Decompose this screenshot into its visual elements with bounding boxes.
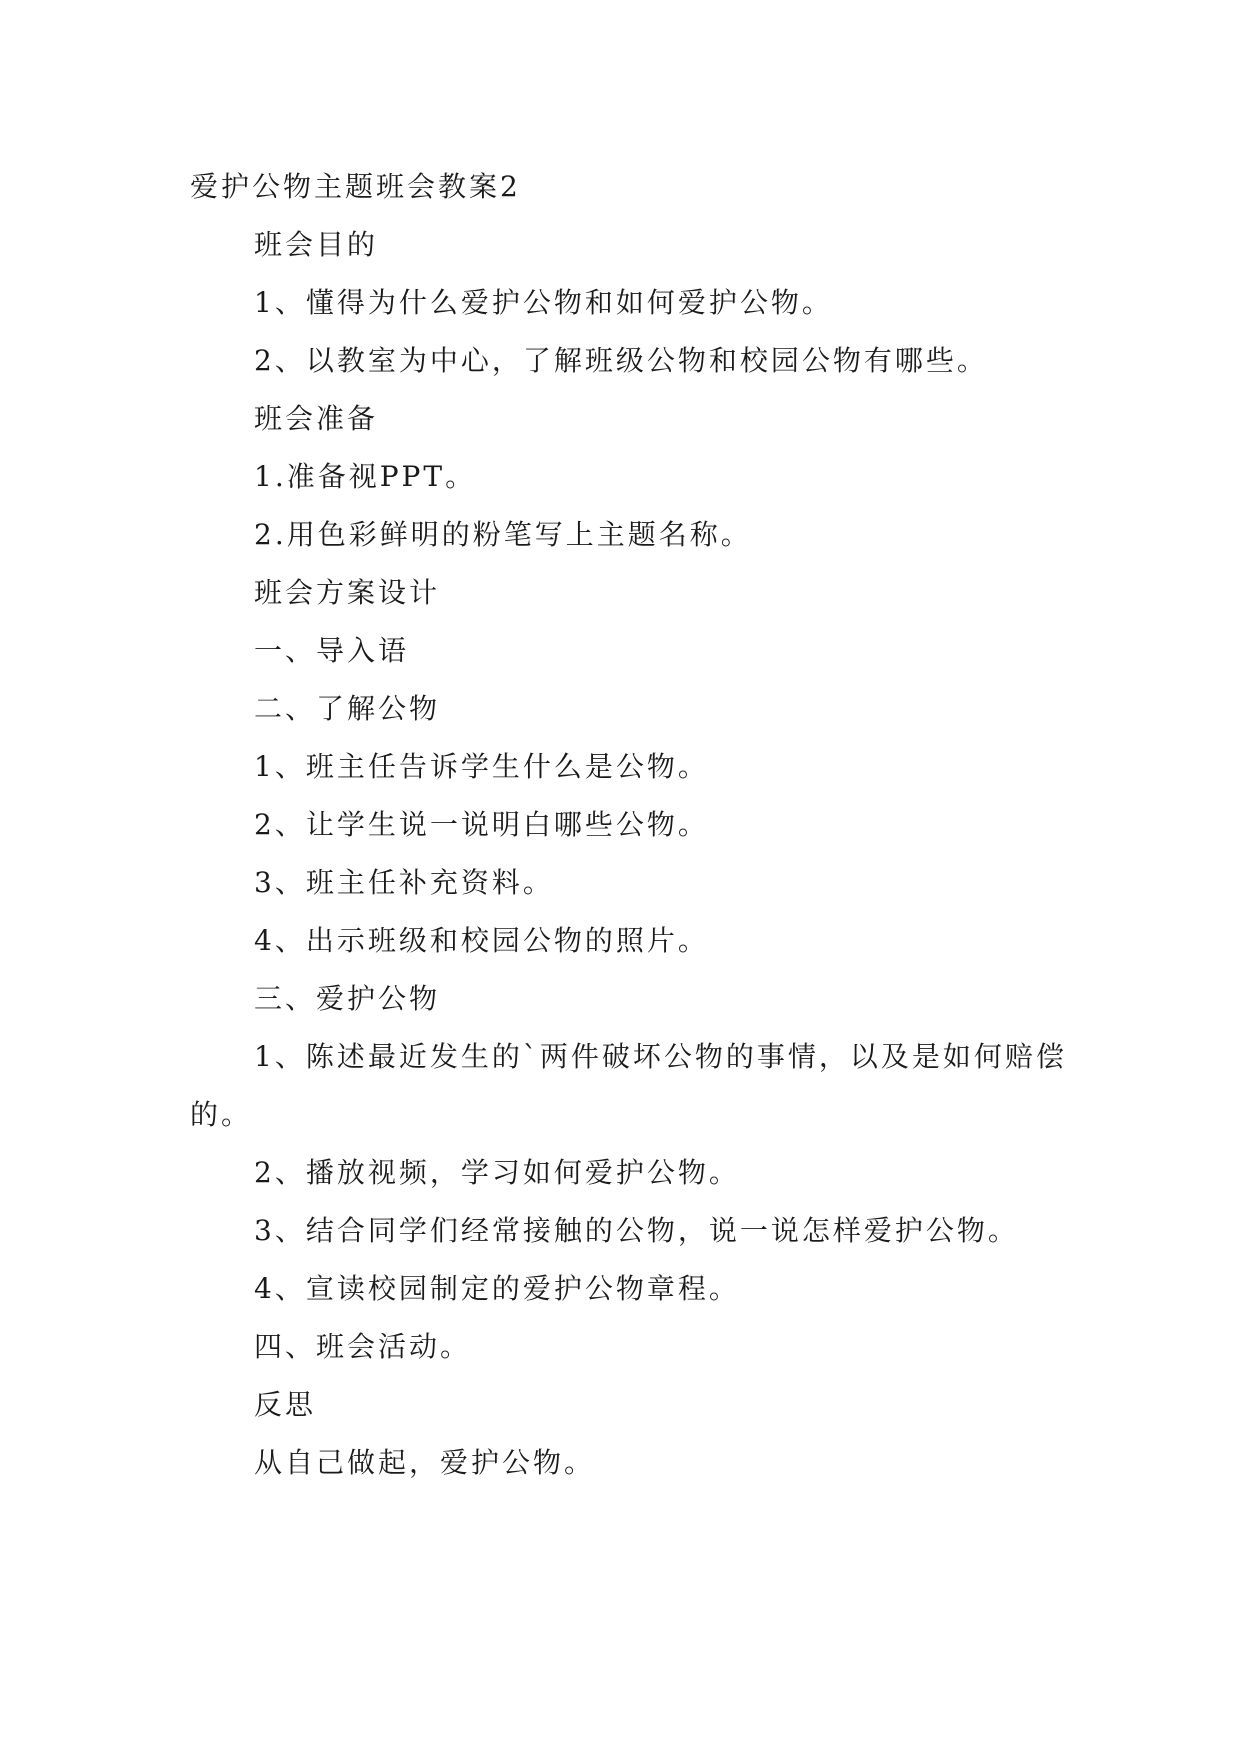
paragraph: 1、陈述最近发生的`两件破坏公物的事情，以及是如何赔偿的。 [190, 1040, 1067, 1131]
paragraph: 2.用色彩鲜明的粉笔写上主题名称。 [254, 518, 752, 551]
paragraph: 1、懂得为什么爱护公物和如何爱护公物。 [254, 286, 833, 319]
paragraph: 2、播放视频，学习如何爱护公物。 [254, 1156, 740, 1189]
paragraph: 1、班主任告诉学生什么是公物。 [254, 750, 709, 783]
paragraph: 2、以教室为中心，了解班级公物和校园公物有哪些。 [254, 344, 988, 377]
paragraph: 3、班主任补充资料。 [254, 866, 554, 899]
paragraph: 一、导入语 [254, 634, 410, 667]
paragraph: 4、出示班级和校园公物的照片。 [254, 924, 709, 957]
section-heading: 班会方案设计 [254, 576, 441, 609]
paragraph: 四、班会活动。 [254, 1330, 472, 1363]
paragraph: 4、宣读校园制定的爱护公物章程。 [254, 1272, 740, 1305]
document-title: 爱护公物主题班会教案2 [190, 170, 521, 203]
section-heading: 班会目的 [254, 228, 379, 261]
paragraph: 二、了解公物 [254, 692, 441, 725]
paragraph: 2、让学生说一说明白哪些公物。 [254, 808, 709, 841]
paragraph: 从自己做起，爱护公物。 [254, 1446, 596, 1479]
paragraph: 1.准备视PPT。 [254, 460, 477, 493]
paragraph: 3、结合同学们经常接触的公物，说一说怎样爱护公物。 [254, 1214, 1019, 1247]
section-heading: 反思 [254, 1388, 317, 1421]
paragraph: 三、爱护公物 [254, 982, 441, 1015]
section-heading: 班会准备 [254, 402, 379, 435]
